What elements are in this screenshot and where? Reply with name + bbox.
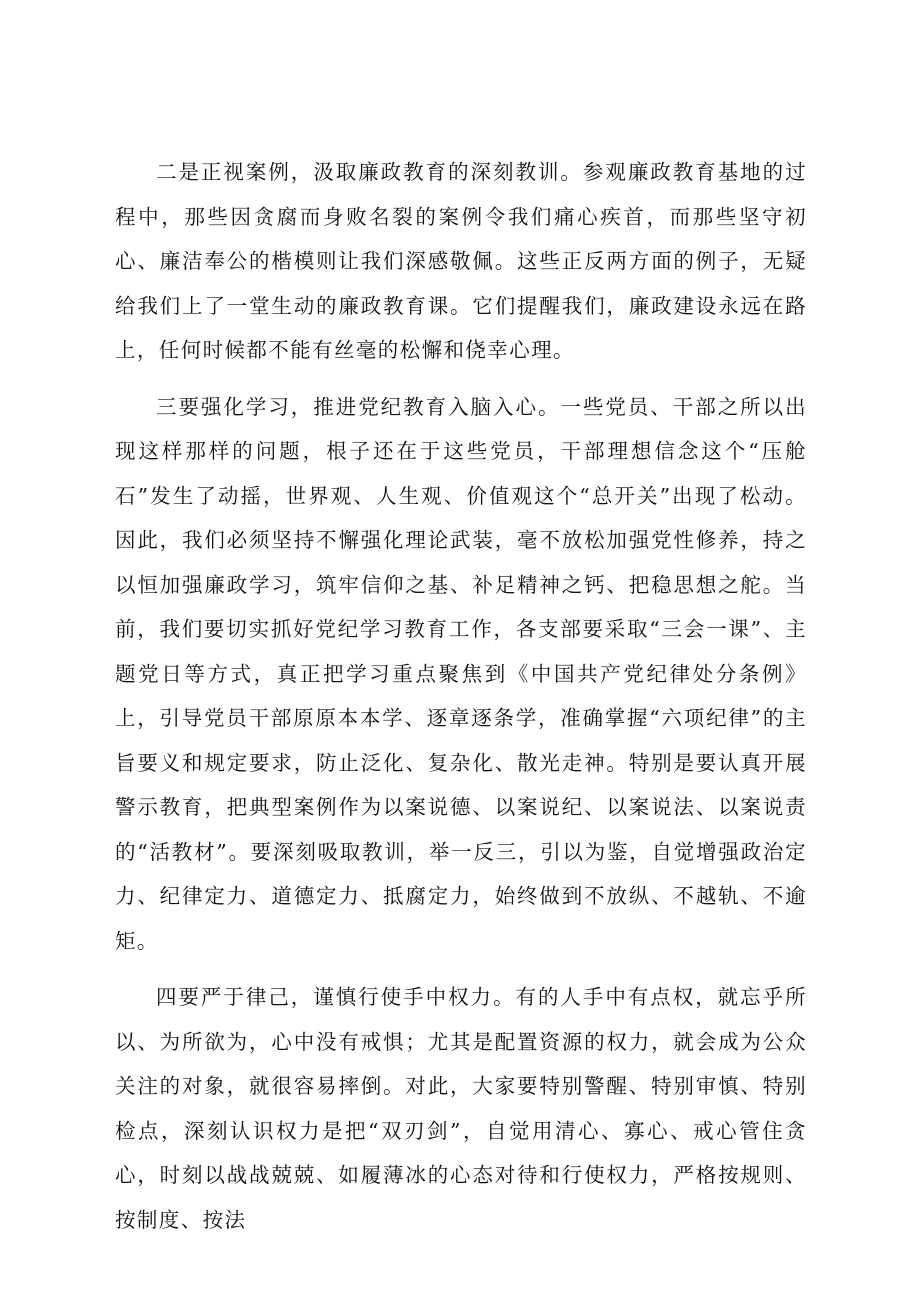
paragraph-2-case-lessons: 二是正视案例，汲取廉政教育的深刻教训。参观廉政教育基地的过程中，那些因贪腐而身败名裂的案例令我们痛心疾首，而那些坚守初心、廉洁奉公的楷模则让我们深感敬佩。这些正反两方面的例子，无疑给我们上了一堂生动的廉政教育课。它们提醒我们，廉政建设永远在路上，任何时候都不能有丝毫的松懈和侥幸心理。	[115, 160, 807, 362]
paragraph-4-self-discipline: 四要严于律己，谨慎行使手中权力。有的人手中有点权，就忘乎所以、为所欲为，心中没有戒惧；尤其是配置资源的权力，就会成为公众关注的对象，就很容易摔倒。对此，大家要特别警醒、特别审慎、特别检点，深刻认识权力是把“双刃剑”，自觉用清心、寡心、戒心管住贪心，时刻以战战兢兢、如履薄冰的心态对待和行使权力，严格按规则、按制度、按法	[115, 985, 807, 1232]
paragraph-3-strengthen-study: 三要强化学习，推进党纪教育入脑入心。一些党员、干部之所以出现这样那样的问题，根子还在于这些党员，干部理想信念这个“压舱石”发生了动摇，世界观、人生观、价值观这个“总开关”出现了松动。因此，我们必须坚持不懈强化理论武装，毫不放松加强党性修养，持之以恒加强廉政学习，筑牢信仰之基、补足精神之钙、把稳思想之舵。当前，我们要切实抓好党纪学习教育工作，各支部要采取“三会一课”、主题党日等方式，真正把学习重点聚焦到《中国共产党纪律处分条例》上，引导党员干部原原本本学、逐章逐条学，准确掌握“六项纪律”的主旨要义和规定要求，防止泛化、复杂化、散光走神。特别是要认真开展警示教育，把典型案例作为以案说德、以案说纪、以案说法、以案说责的“活教材”。要深刻吸取教训，举一反三，引以为鉴，自觉增强政治定力、纪律定力、道德定力、抵腐定力，始终做到不放纵、不越轨、不逾矩。	[115, 394, 807, 953]
document-body	[115, 150, 807, 1254]
